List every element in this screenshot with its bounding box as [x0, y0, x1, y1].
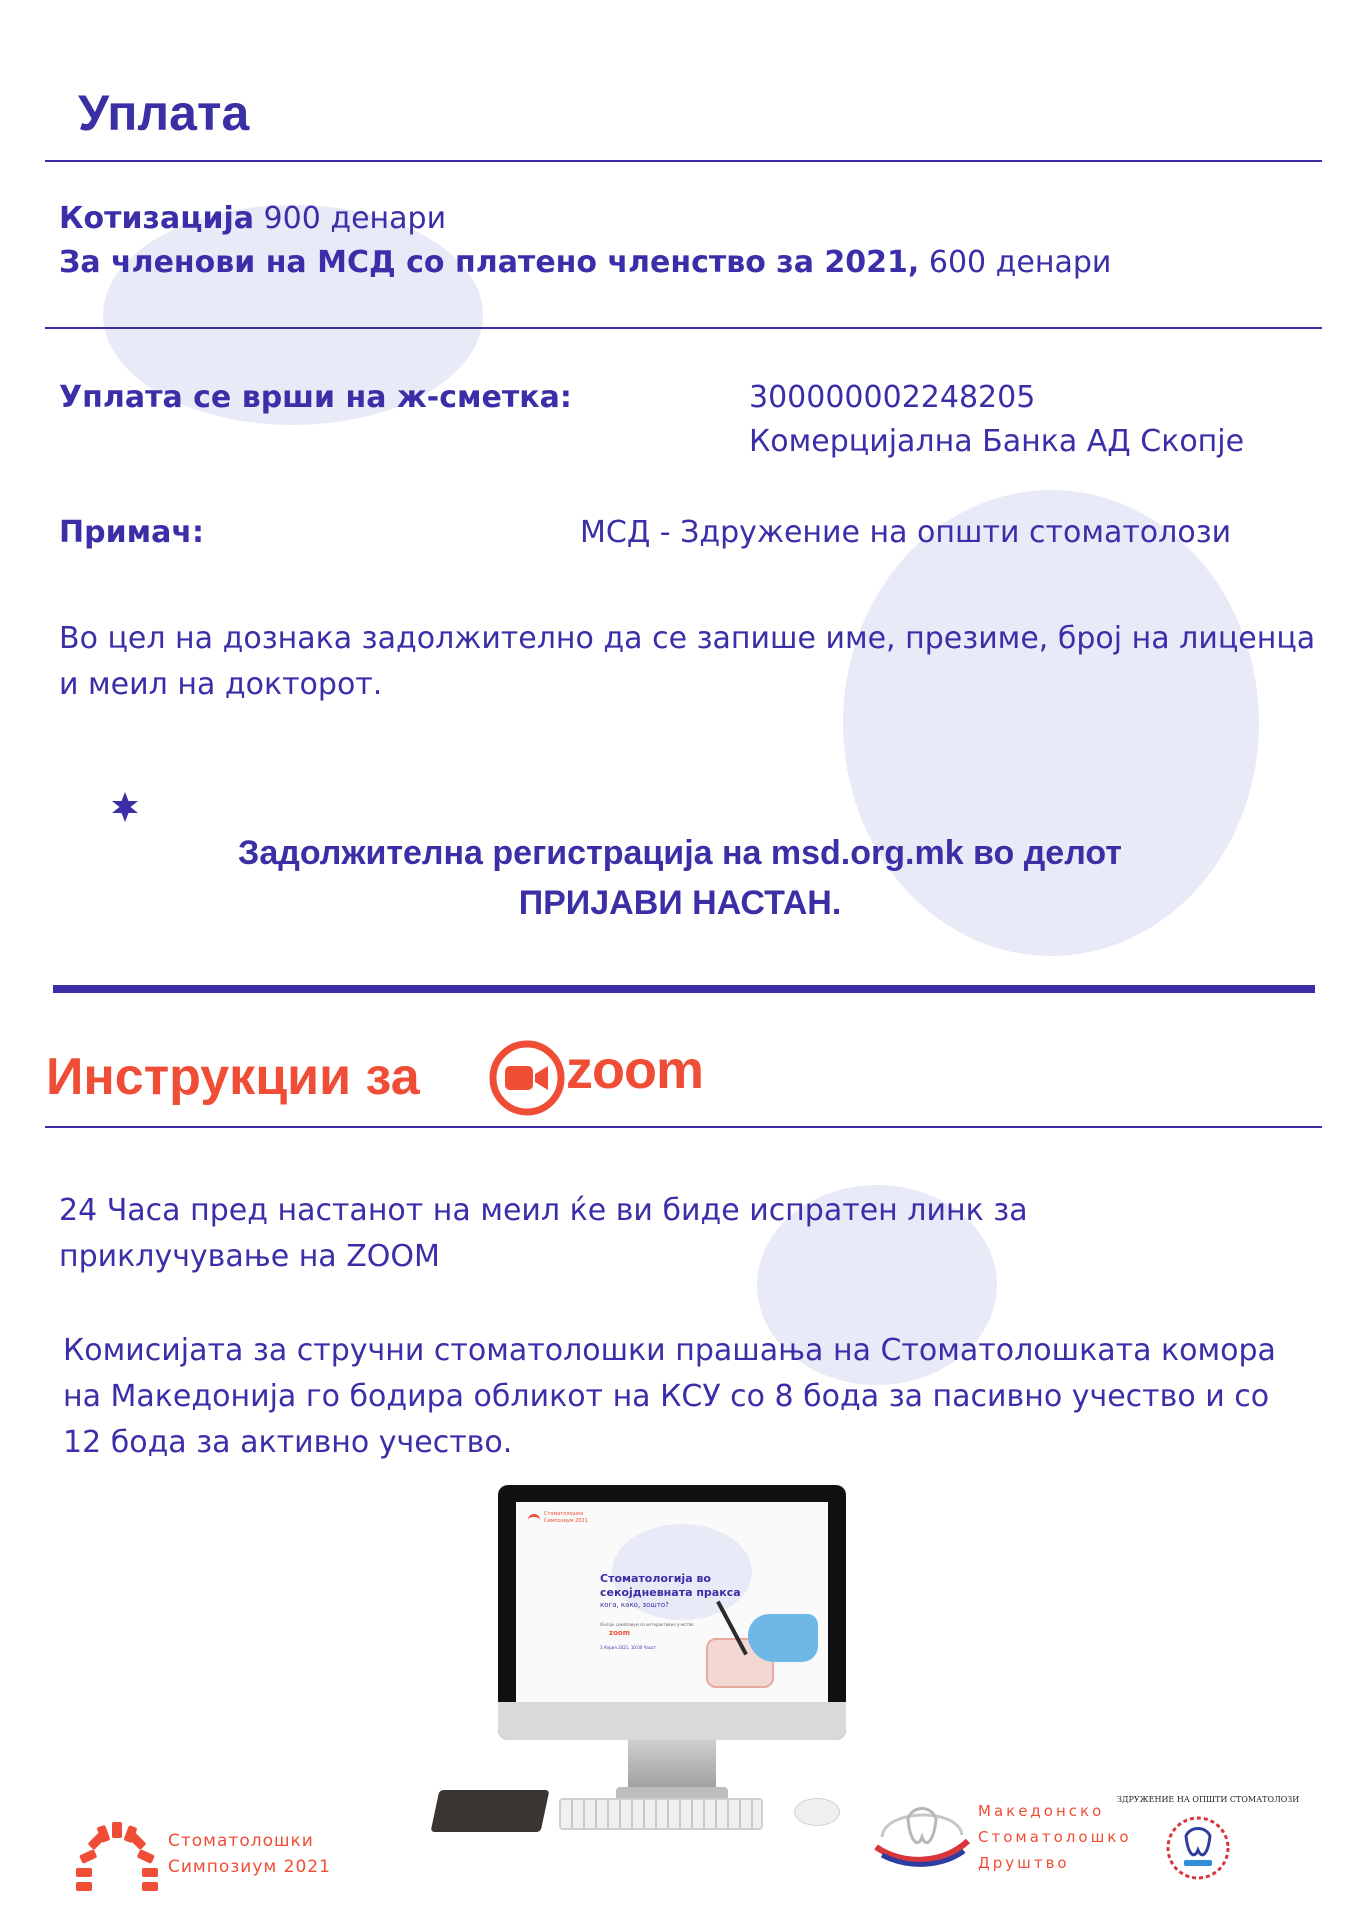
association-header: ЗДРУЖЕНИЕ НА ОПШТИ СТОМАТОЛОЗИ [1117, 1795, 1300, 1804]
screen-small-note: Онлајн симпозиум со интерактивно учество [600, 1622, 694, 1627]
symposium-logo-icon [72, 1808, 162, 1898]
divider [45, 1126, 1322, 1128]
recipient-value: МСД - Здружение на општи стоматолози [580, 515, 1232, 550]
symposium-logo-line1: Стоматолошки [168, 1831, 314, 1851]
msd-logo-line2: Стоматолошко [978, 1828, 1132, 1846]
bank-name: Комерцијална Банка АД Скопје [749, 424, 1245, 459]
zoom-section-title: Инструкции за [46, 1048, 420, 1106]
payment-title: Уплата [78, 85, 250, 141]
recipient-label: Примач: [59, 515, 204, 550]
zoom-link-note: 24 Часа пред настанот на меил ќе ви биде испратен линк за приклучување на ZOOM [59, 1193, 1028, 1274]
keyboard-image [559, 1798, 763, 1830]
association-seal-icon [1158, 1812, 1238, 1886]
notebook-image [431, 1790, 550, 1832]
monitor-illustration [498, 1485, 846, 1802]
msd-logo-icon [872, 1797, 972, 1873]
zoom-logo-word: zoom [566, 1040, 703, 1100]
msd-logo-line3: Друштво [978, 1854, 1070, 1872]
fee-line [59, 196, 446, 242]
registration-line-1: Задолжителна регистрација на msd.org.mk во делот [238, 834, 1122, 872]
zoom-camera-icon [488, 1039, 566, 1121]
account-label: Уплата се врши на ж-сметка: [59, 380, 572, 415]
fee-value: 900 денари [254, 201, 447, 236]
screen-brand-line1: Стоматолошки [544, 1511, 584, 1517]
screen-date: 3 Април 2021, 10:00 Часот [600, 1645, 656, 1650]
divider [45, 160, 1322, 162]
section-separator [53, 985, 1315, 993]
mouse-image [794, 1798, 840, 1826]
fee-label: Котизација [59, 201, 254, 236]
members-line [59, 240, 1111, 286]
msd-logo-line1: Македонско [978, 1802, 1105, 1820]
divider [45, 327, 1322, 329]
screen-glove-hand [748, 1614, 818, 1662]
screen-headline-line1: Стоматологија во [600, 1572, 711, 1585]
monitor-screen [516, 1502, 828, 1702]
screen-subhead: кога, како, зошто? [600, 1601, 669, 1609]
registration-line-2: ПРИЈАВИ НАСТАН. [518, 884, 842, 922]
accreditation-text: Комисијата за стручни стоматолошки прашања на Стоматолошката комора на Македонија го бодира обликот на КСУ со 8 бода за пасивно учество и со 12 бода за активно учество. [63, 1333, 1276, 1460]
payment-note: Во цел на дознака задолжително да се запише име, презиме, број на лиценца и меил на докторот. [59, 621, 1316, 702]
monitor-stand [628, 1740, 716, 1790]
account-number: 300000002248205 [749, 380, 1036, 415]
monitor-chin [498, 1702, 846, 1740]
screen-logo-icon [528, 1514, 540, 1527]
screen-headline-line2: секојдневната пракса [600, 1586, 741, 1599]
members-label: За членови на МСД со платено членство за 2021, [59, 245, 920, 280]
members-value: 600 денари [919, 245, 1112, 280]
symposium-logo-line2: Симпозиум 2021 [168, 1857, 331, 1877]
screen-zoom-word: zoom [609, 1629, 630, 1637]
screen-brand-line2: Симпозиум 2021 [544, 1518, 588, 1524]
star-icon [109, 791, 141, 827]
